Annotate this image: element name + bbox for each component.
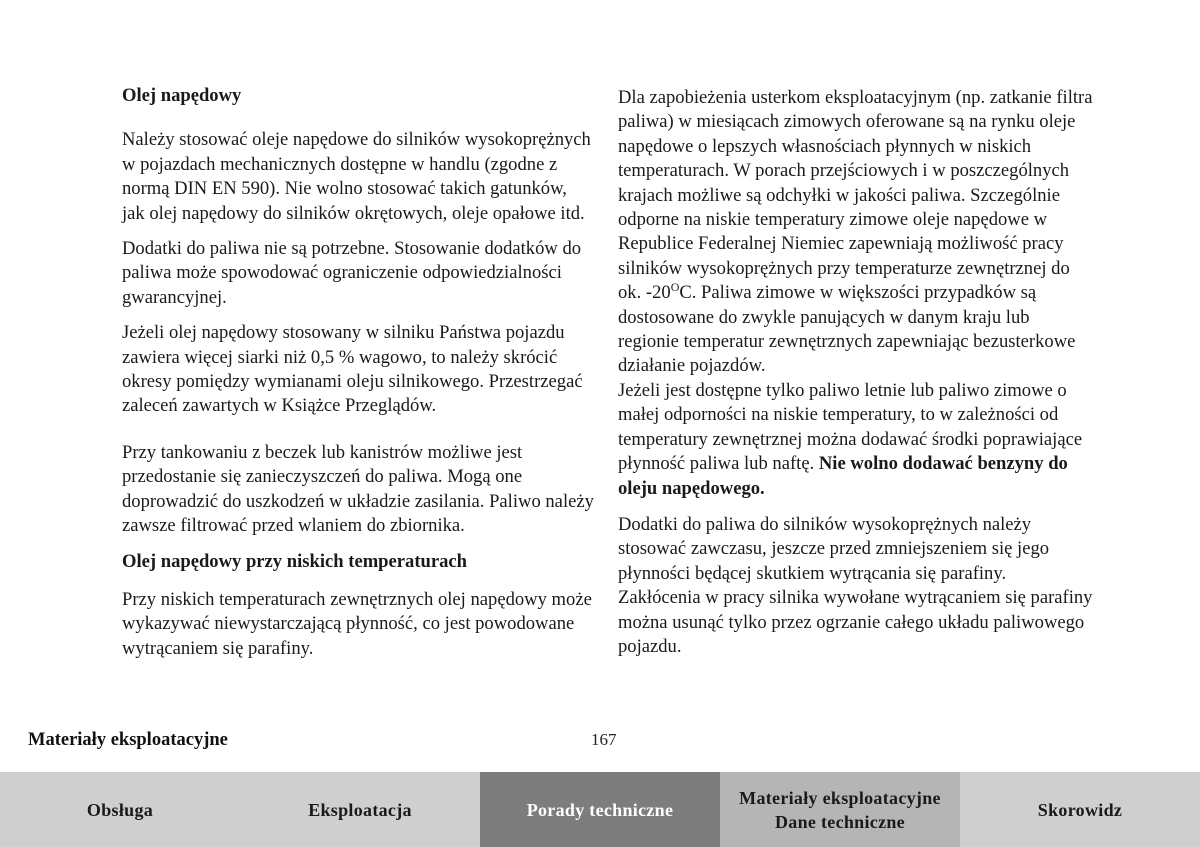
winter-fuel-text: Dla zapobieżenia usterkom eksploatacyjnym (np. zatkanie filtra paliwa) w miesiącach zimowych oferowane są na rynku oleje napędowe o lepszych własnościach płynnych w niskich temperaturach. W porach przejściowych i w poszczególnych krajach możliwe są odchyłki w jakości paliwa. Szczególnie odporne na niskie temperatury zimowe oleje napędowe w Republice Federalnej Niemiec zapewniają możliwość pracy silników wysokoprężnych przy temperaturze zewnętrznej do ok. -20 xyxy=(618,87,1093,304)
paragraph-summer-fuel xyxy=(618,379,1093,501)
tab-obsluga-label: Obsługa xyxy=(86,799,154,820)
tab-materialy-label: Materiały eksploatacyjne xyxy=(739,787,941,808)
tab-skorowidz[interactable] xyxy=(960,772,1200,847)
tab-obsluga[interactable] xyxy=(0,772,240,847)
right-column xyxy=(618,86,1093,668)
section-heading-diesel: Olej napędowy xyxy=(122,85,242,106)
footer-section-title: Materiały eksploatacyjne xyxy=(28,730,228,750)
tab-skorowidz-label: Skorowidz xyxy=(1037,799,1123,820)
warning-no-petrol: Nie wolno dodawać benzyny do oleju napędowego. xyxy=(618,453,1068,499)
paragraph-diesel-usage: Należy stosować oleje napędowe do silników wysokoprężnych w pojazdach mechanicznych dostępne w handlu (zgodne z normą DIN EN 590). Nie wolno stosować takich gatunków, jak olej napędowy do silników okrętowych, oleje opałowe itd. xyxy=(122,129,591,224)
tab-materialy-dane[interactable] xyxy=(720,772,960,847)
paragraph-additives-timing: Dodatki do paliwa do silników wysokoprężnych należy stosować zawczasu, jeszcze przed zmniejszeniem się jego płynności będącej skutkiem wytrącania się parafiny. Zakłócenia w pracy silnika wywołane wytrącaniem się parafiny można usunąć tylko przez ogrzanie całego układu paliwowego pojazdu. xyxy=(618,513,1093,657)
degree-symbol: O xyxy=(670,280,680,295)
paragraph-sulfur: Jeżeli olej napędowy stosowany w silniku Państwa pojazdu zawiera więcej siarki niż 0,5 % wagowo, to należy skrócić okresy pomiędzy wymianami oleju silnikowego. Przestrzegać zaleceń zawartych w Książce Przeglądów. xyxy=(122,322,583,417)
paragraph-refueling: Przy tankowaniu z beczek lub kanistrów możliwe jest przedostanie się zanieczyszczeń do paliwa. Mogą one doprowadzić do uszkodzeń w układzie zasilania. Paliwo należy zawsze filtrować przed wlaniem do zbiornika. xyxy=(122,441,594,537)
tab-eksploatacja-label: Eksploatacja xyxy=(308,799,412,820)
paragraph-additives: Dodatki do paliwa nie są potrzebne. Stosowanie dodatków do paliwa może spowodować ograniczenie odpowiedzialności gwarancyjnej. xyxy=(122,238,582,308)
winter-fuel-text-cont: C. Paliwa zimowe w większości przypadków są dostosowane do zwykle panujących w danym kraju lub regionie temperatur zewnętrznych zapewniając bezusterkowe działanie pojazdów. xyxy=(618,282,1076,377)
tab-porady-label: Porady techniczne xyxy=(526,799,674,820)
paragraph-winter-fuel xyxy=(618,86,1093,379)
page-number: 167 xyxy=(591,730,617,749)
tab-dane-label: Dane techniczne xyxy=(775,811,905,832)
section-heading-low-temp: Olej napędowy przy niskich temperaturach xyxy=(122,550,468,572)
paragraph-low-temp: Przy niskich temperaturach zewnętrznych olej napędowy może wykazywać niewystarczającą płynność, co jest powodowane wytrącaniem się parafiny. xyxy=(122,588,592,659)
tab-eksploatacja[interactable] xyxy=(240,772,480,847)
tab-porady-techniczne[interactable] xyxy=(480,772,720,847)
chapter-tabs xyxy=(0,772,1200,847)
left-column xyxy=(122,84,594,672)
summer-fuel-text: Jeżeli jest dostępne tylko paliwo letnie lub paliwo zimowe o małej odporności na niskie temperatury, to w zależności od temperatury zewnętrznej można dodawać środki poprawiające płynność paliwa lub naftę. xyxy=(618,379,1083,475)
